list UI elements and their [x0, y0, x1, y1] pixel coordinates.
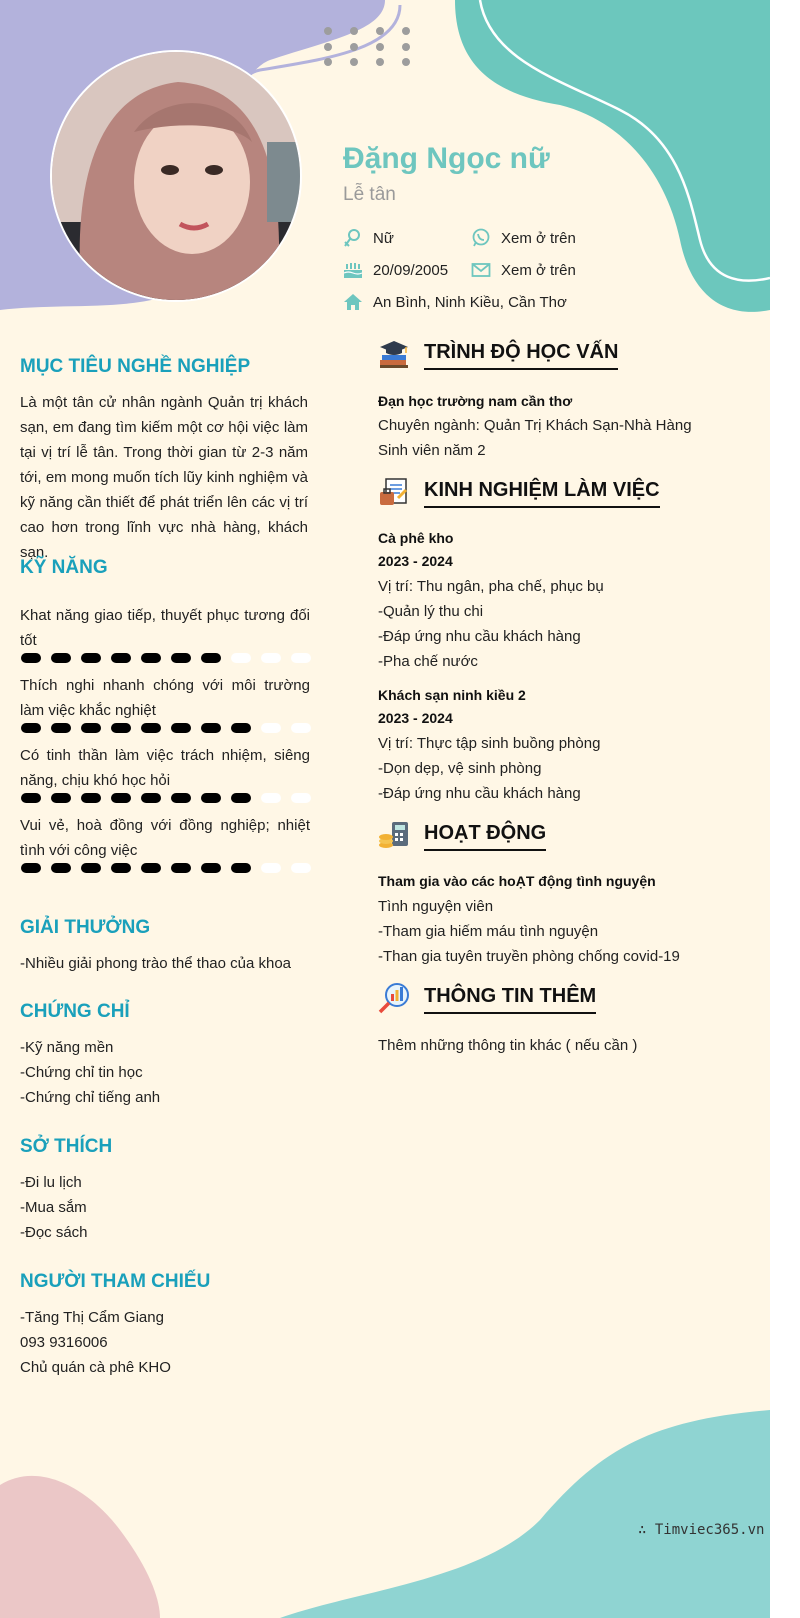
job-line: Vị trí: Thực tập sinh buồng phòng — [378, 735, 601, 752]
brand-watermark: ∴ Timviec365.vn — [638, 1522, 765, 1538]
skill-bar — [20, 652, 312, 664]
skill-level-dash — [141, 653, 161, 663]
skill-level-dash — [21, 723, 41, 733]
gender-icon — [343, 228, 363, 248]
skill-level-dash — [231, 723, 251, 733]
skill-level-dash — [231, 793, 251, 803]
skill-level-dash — [231, 653, 251, 663]
awards-heading: GIẢI THƯỞNG — [20, 917, 151, 938]
reference-item: Chủ quán cà phê KHO — [20, 1359, 171, 1376]
skill-bar — [20, 862, 312, 874]
skill-level-dash — [141, 723, 161, 733]
skill-level-dash — [111, 863, 131, 873]
skill-level-dash — [81, 863, 101, 873]
additional-text: Thêm những thông tin khác ( nếu cần ) — [378, 1037, 638, 1054]
briefcase-document-icon — [378, 476, 410, 508]
job-line: -Đáp ứng nhu cầu khách hàng — [378, 785, 581, 802]
hobby-item: -Đi lu lịch — [20, 1174, 82, 1191]
coins-calculator-icon — [378, 819, 410, 851]
profile-photo — [50, 50, 302, 302]
objective-text: Là một tân cử nhân ngành Quản trị khách sạn, em đang tìm kiếm một cơ hội việc làm tại vị trí lễ tân. Trong thời gian từ 2-3 năm tới, em mong muốn tích lũy kinh nghiệm và kỹ năng cần thiết để phát triển lên các vị trí cao hơn trong lĩnh vực nhà hàng, khách sạn. — [20, 394, 308, 561]
experience-heading — [378, 476, 660, 508]
skill-level-dash — [81, 793, 101, 803]
address-value: An Bình, Ninh Kiều, Cần Thơ — [373, 293, 567, 311]
skill-label: Khat năng giao tiếp, thuyết phục tương đối tốt — [20, 607, 310, 649]
education-line: Sinh viên năm 2 — [378, 442, 486, 459]
skill-level-dash — [201, 863, 221, 873]
skill-level-dash — [111, 793, 131, 803]
activity-line: -Than gia tuyên truyền phòng chống covid-19 — [378, 948, 680, 965]
reference-item: 093 9316006 — [20, 1334, 108, 1351]
home-icon — [343, 292, 363, 312]
experience-title: KINH NGHIỆM LÀM VIỆC — [424, 479, 660, 508]
job-line: -Đáp ứng nhu cầu khách hàng — [378, 628, 581, 645]
skill-level-dash — [81, 653, 101, 663]
activities-heading — [378, 819, 546, 851]
mail-icon — [471, 260, 491, 280]
birthday-value: 20/09/2005 — [373, 261, 449, 279]
skill-level-dash — [231, 863, 251, 873]
job-period: 2023 - 2024 — [378, 553, 453, 569]
cake-icon — [343, 260, 363, 280]
gender-value: Nữ — [373, 229, 394, 247]
activity-line: -Tham gia hiếm máu tình nguyện — [378, 923, 599, 940]
objective-heading: MỤC TIÊU NGHỀ NGHIỆP — [20, 356, 251, 377]
skill-level-dash — [261, 863, 281, 873]
certificate-item: -Chứng chỉ tin học — [20, 1064, 143, 1081]
address-row — [343, 292, 567, 312]
skill-level-dash — [171, 653, 191, 663]
email-row — [471, 260, 576, 280]
job-line: -Quản lý thu chi — [378, 603, 484, 620]
gender-row — [343, 228, 394, 248]
additional-heading — [378, 982, 596, 1014]
skill-level-dash — [51, 863, 71, 873]
skill-level-dash — [261, 723, 281, 733]
skill-level-dash — [201, 723, 221, 733]
hobby-item: -Đọc sách — [20, 1224, 88, 1241]
magnifier-chart-icon — [378, 982, 410, 1014]
hobbies-heading: SỞ THÍCH — [20, 1136, 113, 1157]
skill-level-dash — [291, 793, 311, 803]
skill-level-dash — [291, 653, 311, 663]
skill-level-dash — [171, 793, 191, 803]
education-title: TRÌNH ĐỘ HỌC VẤN — [424, 341, 618, 370]
education-school: Đạn học trường nam cần thơ — [378, 393, 573, 409]
email-value: Xem ở trên — [501, 261, 576, 279]
skill-level-dash — [141, 863, 161, 873]
skill-label: Vui vẻ, hoà đồng với đồng nghiệp; nhiệt tình với công việc — [20, 817, 310, 859]
job-company: Cà phê kho — [378, 530, 454, 546]
skill-level-dash — [261, 793, 281, 803]
job-line: -Pha chế nước — [378, 653, 478, 670]
skill-level-dash — [81, 723, 101, 733]
job-title: Lễ tân — [343, 184, 396, 205]
skill-level-dash — [261, 653, 281, 663]
skill-level-dash — [21, 793, 41, 803]
activities-title: HOẠT ĐỘNG — [424, 822, 546, 851]
skill-level-dash — [111, 723, 131, 733]
job-line: Vị trí: Thu ngân, pha chế, phục bụ — [378, 578, 604, 595]
certificates-heading: CHỨNG CHỈ — [20, 1001, 130, 1022]
hobby-item: -Mua sắm — [20, 1199, 87, 1216]
skill-level-dash — [291, 863, 311, 873]
skill-level-dash — [21, 863, 41, 873]
skill-bar — [20, 722, 312, 734]
education-line: Chuyên ngành: Quản Trị Khách Sạn-Nhà Hàng — [378, 417, 692, 434]
phone-row — [471, 228, 576, 248]
skill-level-dash — [21, 653, 41, 663]
candidate-name: Đặng Ngọc nữ — [343, 142, 550, 175]
job-line: -Dọn dẹp, vệ sinh phòng — [378, 760, 542, 777]
skill-level-dash — [201, 653, 221, 663]
skill-level-dash — [111, 653, 131, 663]
award-item: -Nhiều giải phong trào thể thao của khoa — [20, 955, 292, 972]
education-heading — [378, 338, 618, 370]
skill-level-dash — [171, 723, 191, 733]
skill-level-dash — [51, 793, 71, 803]
graduation-books-icon — [378, 338, 410, 370]
skill-level-dash — [51, 723, 71, 733]
job-company: Khách sạn ninh kiều 2 — [378, 687, 526, 703]
certificate-item: -Kỹ năng mền — [20, 1039, 114, 1056]
activity-name: Tham gia vào các hoẠT động tình nguyện — [378, 873, 656, 889]
skill-level-dash — [291, 723, 311, 733]
skill-level-dash — [201, 793, 221, 803]
activity-line: Tình nguyện viên — [378, 898, 494, 915]
birthday-row — [343, 260, 448, 280]
references-heading: NGƯỜI THAM CHIẾU — [20, 1271, 211, 1292]
skill-label: Thích nghi nhanh chóng với môi trường làm việc khắc nghiệt — [20, 677, 310, 719]
reference-item: -Tăng Thị Cẩm Giang — [20, 1309, 164, 1326]
phone-icon — [471, 228, 491, 248]
job-period: 2023 - 2024 — [378, 710, 453, 726]
skills-heading: KỸ NĂNG — [20, 557, 108, 578]
phone-value: Xem ở trên — [501, 229, 576, 247]
certificate-item: -Chứng chỉ tiếng anh — [20, 1089, 161, 1106]
skill-level-dash — [141, 793, 161, 803]
skill-bar — [20, 792, 312, 804]
skill-level-dash — [51, 653, 71, 663]
additional-title: THÔNG TIN THÊM — [424, 985, 596, 1014]
skill-label: Có tinh thần làm việc trách nhiệm, siêng năng, chịu khó học hỏi — [20, 747, 310, 789]
skill-level-dash — [171, 863, 191, 873]
